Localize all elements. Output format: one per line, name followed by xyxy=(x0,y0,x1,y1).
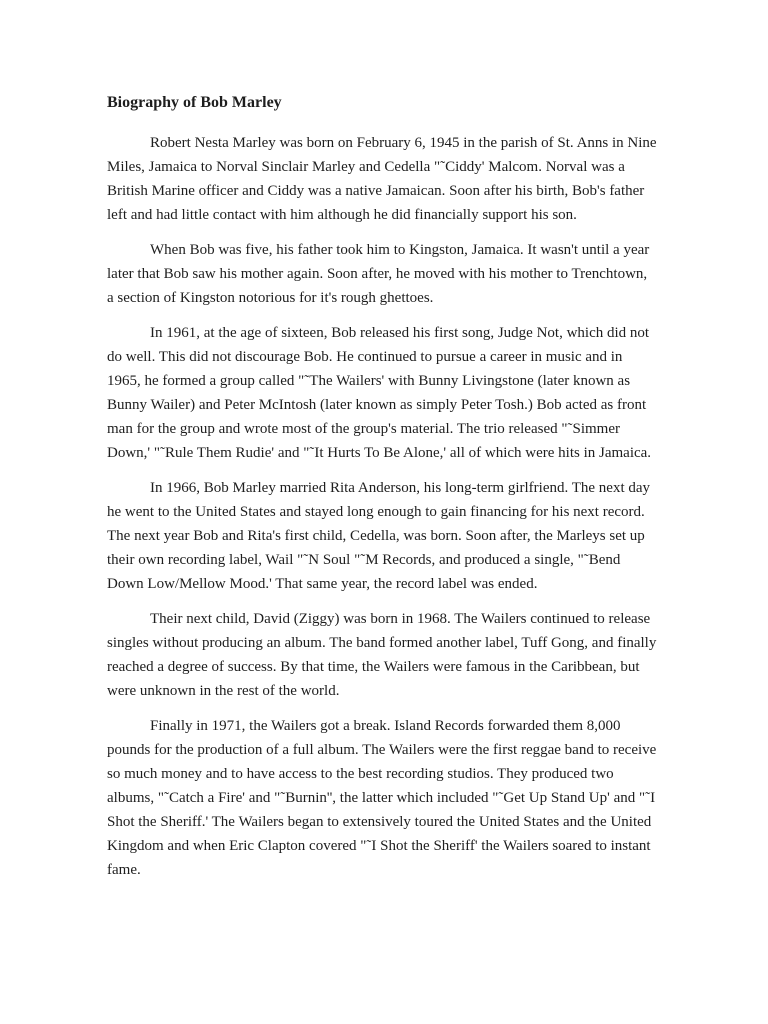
paragraph-wailers-formed: In 1961, at the age of sixteen, Bob released his first song, Judge Not, which did not do well. This did not discourage Bob. He continued to pursue a career in music and in 1965, he formed a group called "˜The Wailers' with Bunny Livingstone (later known as Bunny Wailer) and Peter McIntosh (later known as simply Peter Tosh.) Bob acted as front man for the group and wrote most of the group's material. The trio released "˜Simmer Down,' "˜Rule Them Rudie' and "˜It Hurts To Be Alone,' all of which were hits in Jamaica. xyxy=(107,325,652,461)
paragraph-birth: Robert Nesta Marley was born on February 6, 1945 in the parish of St. Anns in Nine Miles, Jamaica to Norval Sinclair Marley and Cedella "˜Ciddy' Malcom. Norval was a British Marine officer and Ciddy was a native Jamaican. Soon after his birth, Bob's father left and had little contact with him although he did financially support his son. xyxy=(107,135,657,223)
paragraph-kingston: When Bob was five, his father took him to Kingston, Jamaica. It wasn't until a year later that Bob saw his mother again. Soon after, he moved with his mother to Trenchtown, a section of Kingston notorious for it's rough ghettoes. xyxy=(107,242,650,306)
paragraph-marriage: In 1966, Bob Marley married Rita Anderson, his long-term girlfriend. The next day he went to the United States and stayed long enough to gain financing for his next record. The next year Bob and Rita's first child, Cedella, was born. Soon after, the Marleys set up their own recording label, Wail "˜N Soul "˜M Records, and produced a single, "˜Bend Down Low/Mellow Mood.' That same year, the record label was ended. xyxy=(107,480,651,592)
paragraph-ziggy: Their next child, David (Ziggy) was born in 1968. The Wailers continued to release singles without producing an album. The band formed another label, Tuff Gong, and finally reached a degree of success. By that time, the Wailers were famous in the Caribbean, but were unknown in the rest of the world. xyxy=(107,611,657,699)
document-page xyxy=(107,92,657,893)
document-title: Biography of Bob Marley xyxy=(107,94,282,111)
paragraph-island-records: Finally in 1971, the Wailers got a break. Island Records forwarded them 8,000 pounds for the production of a full album. The Wailers were the first reggae band to receive so much money and to have access to the best recording studios. They produced two albums, "˜Catch a Fire' and "˜Burnin'', the latter which included "˜Get Up Stand Up' and "˜I Shot the Sheriff.' The Wailers began to extensively toured the United States and the United Kingdom and when Eric Clapton covered "˜I Shot the Sheriff' the Wailers soared to instant fame. xyxy=(107,718,657,878)
